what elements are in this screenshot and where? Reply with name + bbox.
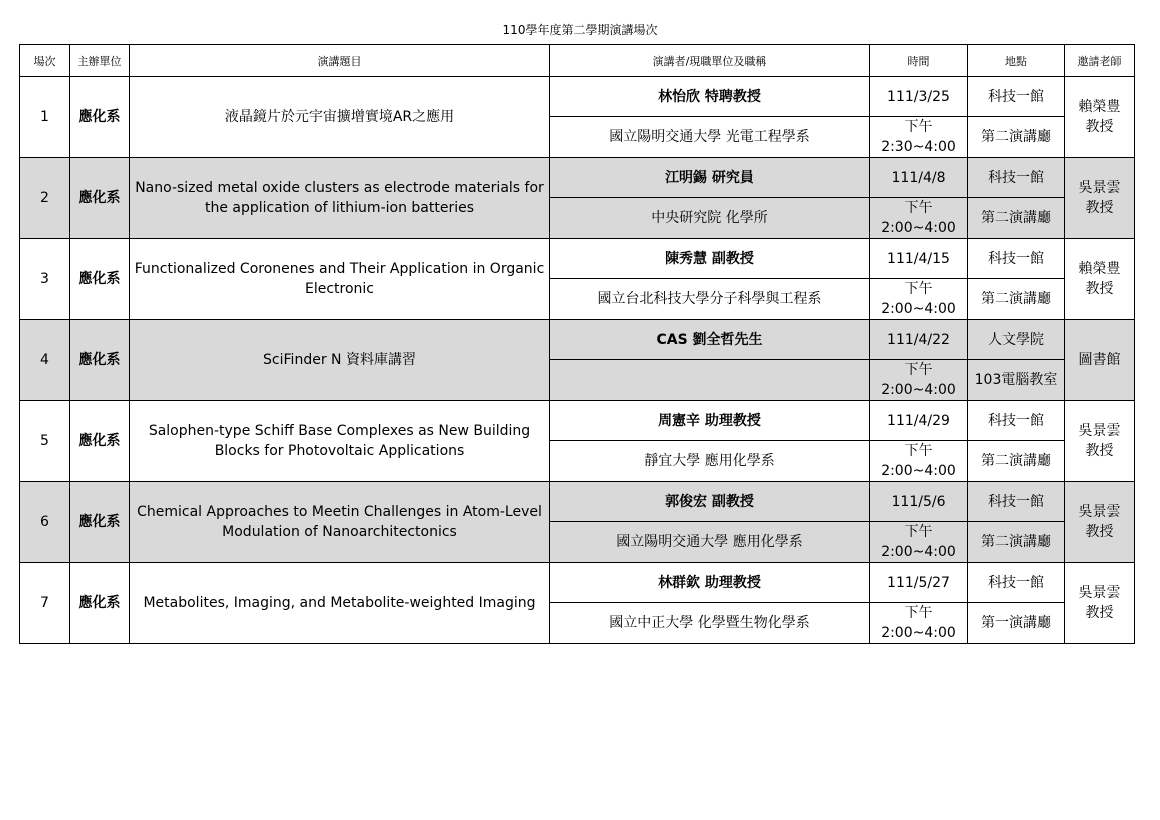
speaker-name: CAS 劉全哲先生 [550, 320, 870, 360]
lecture-row-main [20, 320, 1135, 360]
lecture-row-main [20, 239, 1135, 279]
speaker-affiliation: 國立中正大學 化學暨生物化學系 [550, 603, 870, 644]
lecture-time [870, 117, 968, 158]
header-location: 地點 [968, 45, 1065, 77]
lecture-topic: 液晶鏡片於元宇宙擴增實境AR之應用 [130, 77, 550, 158]
lecture-date: 111/4/22 [870, 320, 968, 360]
lecture-time [870, 522, 968, 563]
host-name: 吳景雲 [1078, 423, 1121, 439]
location-room: 第二演講廳 [968, 441, 1065, 482]
location-building: 科技一館 [968, 239, 1065, 279]
speaker-name: 林群欽 助理教授 [550, 563, 870, 603]
lecture-row-main [20, 77, 1135, 117]
time-label: 下午 [904, 443, 933, 459]
host-teacher [1065, 158, 1135, 239]
location-room: 第二演講廳 [968, 198, 1065, 239]
lecture-topic: SciFinder N 資料庫講習 [130, 320, 550, 401]
time-label: 下午 [904, 524, 933, 540]
lecture-row-main [20, 563, 1135, 603]
session-number: 7 [20, 563, 70, 644]
header-time: 時間 [870, 45, 968, 77]
time-range: 2:00~4:00 [881, 301, 956, 317]
host-title: 教授 [1085, 200, 1114, 216]
header-host: 邀請老師 [1065, 45, 1135, 77]
host-title: 教授 [1085, 443, 1114, 459]
speaker-name: 江明錫 研究員 [550, 158, 870, 198]
lecture-time [870, 279, 968, 320]
header-row [20, 45, 1135, 77]
host-title: 教授 [1085, 605, 1114, 621]
header-organizer: 主辦單位 [70, 45, 130, 77]
host-name: 賴榮豊 [1078, 99, 1121, 115]
host-name: 賴榮豊 [1078, 261, 1121, 277]
lecture-date: 111/4/15 [870, 239, 968, 279]
lecture-topic: Functionalized Coronenes and Their Application in Organic Electronic [130, 239, 550, 320]
location-building: 人文學院 [968, 320, 1065, 360]
lecture-schedule-table [19, 44, 1135, 644]
time-range: 2:00~4:00 [881, 220, 956, 236]
speaker-affiliation: 國立台北科技大學分子科學與工程系 [550, 279, 870, 320]
organizer-unit: 應化系 [70, 320, 130, 401]
organizer-unit: 應化系 [70, 401, 130, 482]
time-label: 下午 [904, 119, 933, 135]
session-number: 4 [20, 320, 70, 401]
location-building: 科技一館 [968, 77, 1065, 117]
lecture-date: 111/3/25 [870, 77, 968, 117]
lecture-topic: Salophen-type Schiff Base Complexes as New Building Blocks for Photovoltaic Applications [130, 401, 550, 482]
host-title: 教授 [1085, 119, 1114, 135]
host-name: 吳景雲 [1078, 180, 1121, 196]
location-building: 科技一館 [968, 158, 1065, 198]
organizer-unit: 應化系 [70, 239, 130, 320]
header-topic: 演講題目 [130, 45, 550, 77]
organizer-unit: 應化系 [70, 158, 130, 239]
time-range: 2:00~4:00 [881, 382, 956, 398]
location-room: 第二演講廳 [968, 117, 1065, 158]
lecture-time [870, 198, 968, 239]
host-name: 吳景雲 [1078, 504, 1121, 520]
speaker-affiliation: 中央研究院 化學所 [550, 198, 870, 239]
organizer-unit: 應化系 [70, 563, 130, 644]
lecture-date: 111/4/8 [870, 158, 968, 198]
host-teacher [1065, 401, 1135, 482]
speaker-affiliation: 國立陽明交通大學 光電工程學系 [550, 117, 870, 158]
lecture-date: 111/4/29 [870, 401, 968, 441]
location-room: 第二演講廳 [968, 279, 1065, 320]
lecture-row-main [20, 158, 1135, 198]
speaker-affiliation: 靜宜大學 應用化學系 [550, 441, 870, 482]
time-label: 下午 [904, 362, 933, 378]
host-teacher [1065, 482, 1135, 563]
lecture-time [870, 360, 968, 401]
speaker-name: 周憲辛 助理教授 [550, 401, 870, 441]
lecture-row-main [20, 401, 1135, 441]
host-teacher [1065, 320, 1135, 401]
speaker-name: 林怡欣 特聘教授 [550, 77, 870, 117]
header-session: 場次 [20, 45, 70, 77]
location-room: 第一演講廳 [968, 603, 1065, 644]
location-building: 科技一館 [968, 482, 1065, 522]
time-range: 2:00~4:00 [881, 544, 956, 560]
speaker-affiliation: 國立陽明交通大學 應用化學系 [550, 522, 870, 563]
lecture-time [870, 603, 968, 644]
location-room: 第二演講廳 [968, 522, 1065, 563]
speaker-name: 陳秀慧 副教授 [550, 239, 870, 279]
header-speaker: 演講者/現職單位及職稱 [550, 45, 870, 77]
time-label: 下午 [904, 200, 933, 216]
lecture-time [870, 441, 968, 482]
time-range: 2:00~4:00 [881, 625, 956, 641]
session-number: 3 [20, 239, 70, 320]
speaker-name: 郭俊宏 副教授 [550, 482, 870, 522]
time-range: 2:00~4:00 [881, 463, 956, 479]
session-number: 2 [20, 158, 70, 239]
organizer-unit: 應化系 [70, 482, 130, 563]
session-number: 5 [20, 401, 70, 482]
location-building: 科技一館 [968, 401, 1065, 441]
lecture-topic: Chemical Approaches to Meetin Challenges in Atom-Level Modulation of Nanoarchitectonics [130, 482, 550, 563]
time-label: 下午 [904, 281, 933, 297]
page-title: 110學年度第二學期演講場次 [502, 23, 658, 37]
host-name: 圖書館 [1078, 352, 1121, 368]
speaker-affiliation [550, 360, 870, 401]
lecture-topic: Metabolites, Imaging, and Metabolite-weighted Imaging [130, 563, 550, 644]
session-number: 6 [20, 482, 70, 563]
location-building: 科技一館 [968, 563, 1065, 603]
location-room: 103電腦教室 [968, 360, 1065, 401]
lecture-date: 111/5/27 [870, 563, 968, 603]
lecture-topic: Nano-sized metal oxide clusters as electrode materials for the application of lithium-ion batteries [130, 158, 550, 239]
lecture-row-main [20, 482, 1135, 522]
host-title: 教授 [1085, 281, 1114, 297]
host-title: 教授 [1085, 524, 1114, 540]
host-teacher [1065, 77, 1135, 158]
session-number: 1 [20, 77, 70, 158]
time-range: 2:30~4:00 [881, 139, 956, 155]
time-label: 下午 [904, 605, 933, 621]
host-teacher [1065, 563, 1135, 644]
schedule-body [20, 77, 1135, 644]
lecture-date: 111/5/6 [870, 482, 968, 522]
host-teacher [1065, 239, 1135, 320]
organizer-unit: 應化系 [70, 77, 130, 158]
host-name: 吳景雲 [1078, 585, 1121, 601]
